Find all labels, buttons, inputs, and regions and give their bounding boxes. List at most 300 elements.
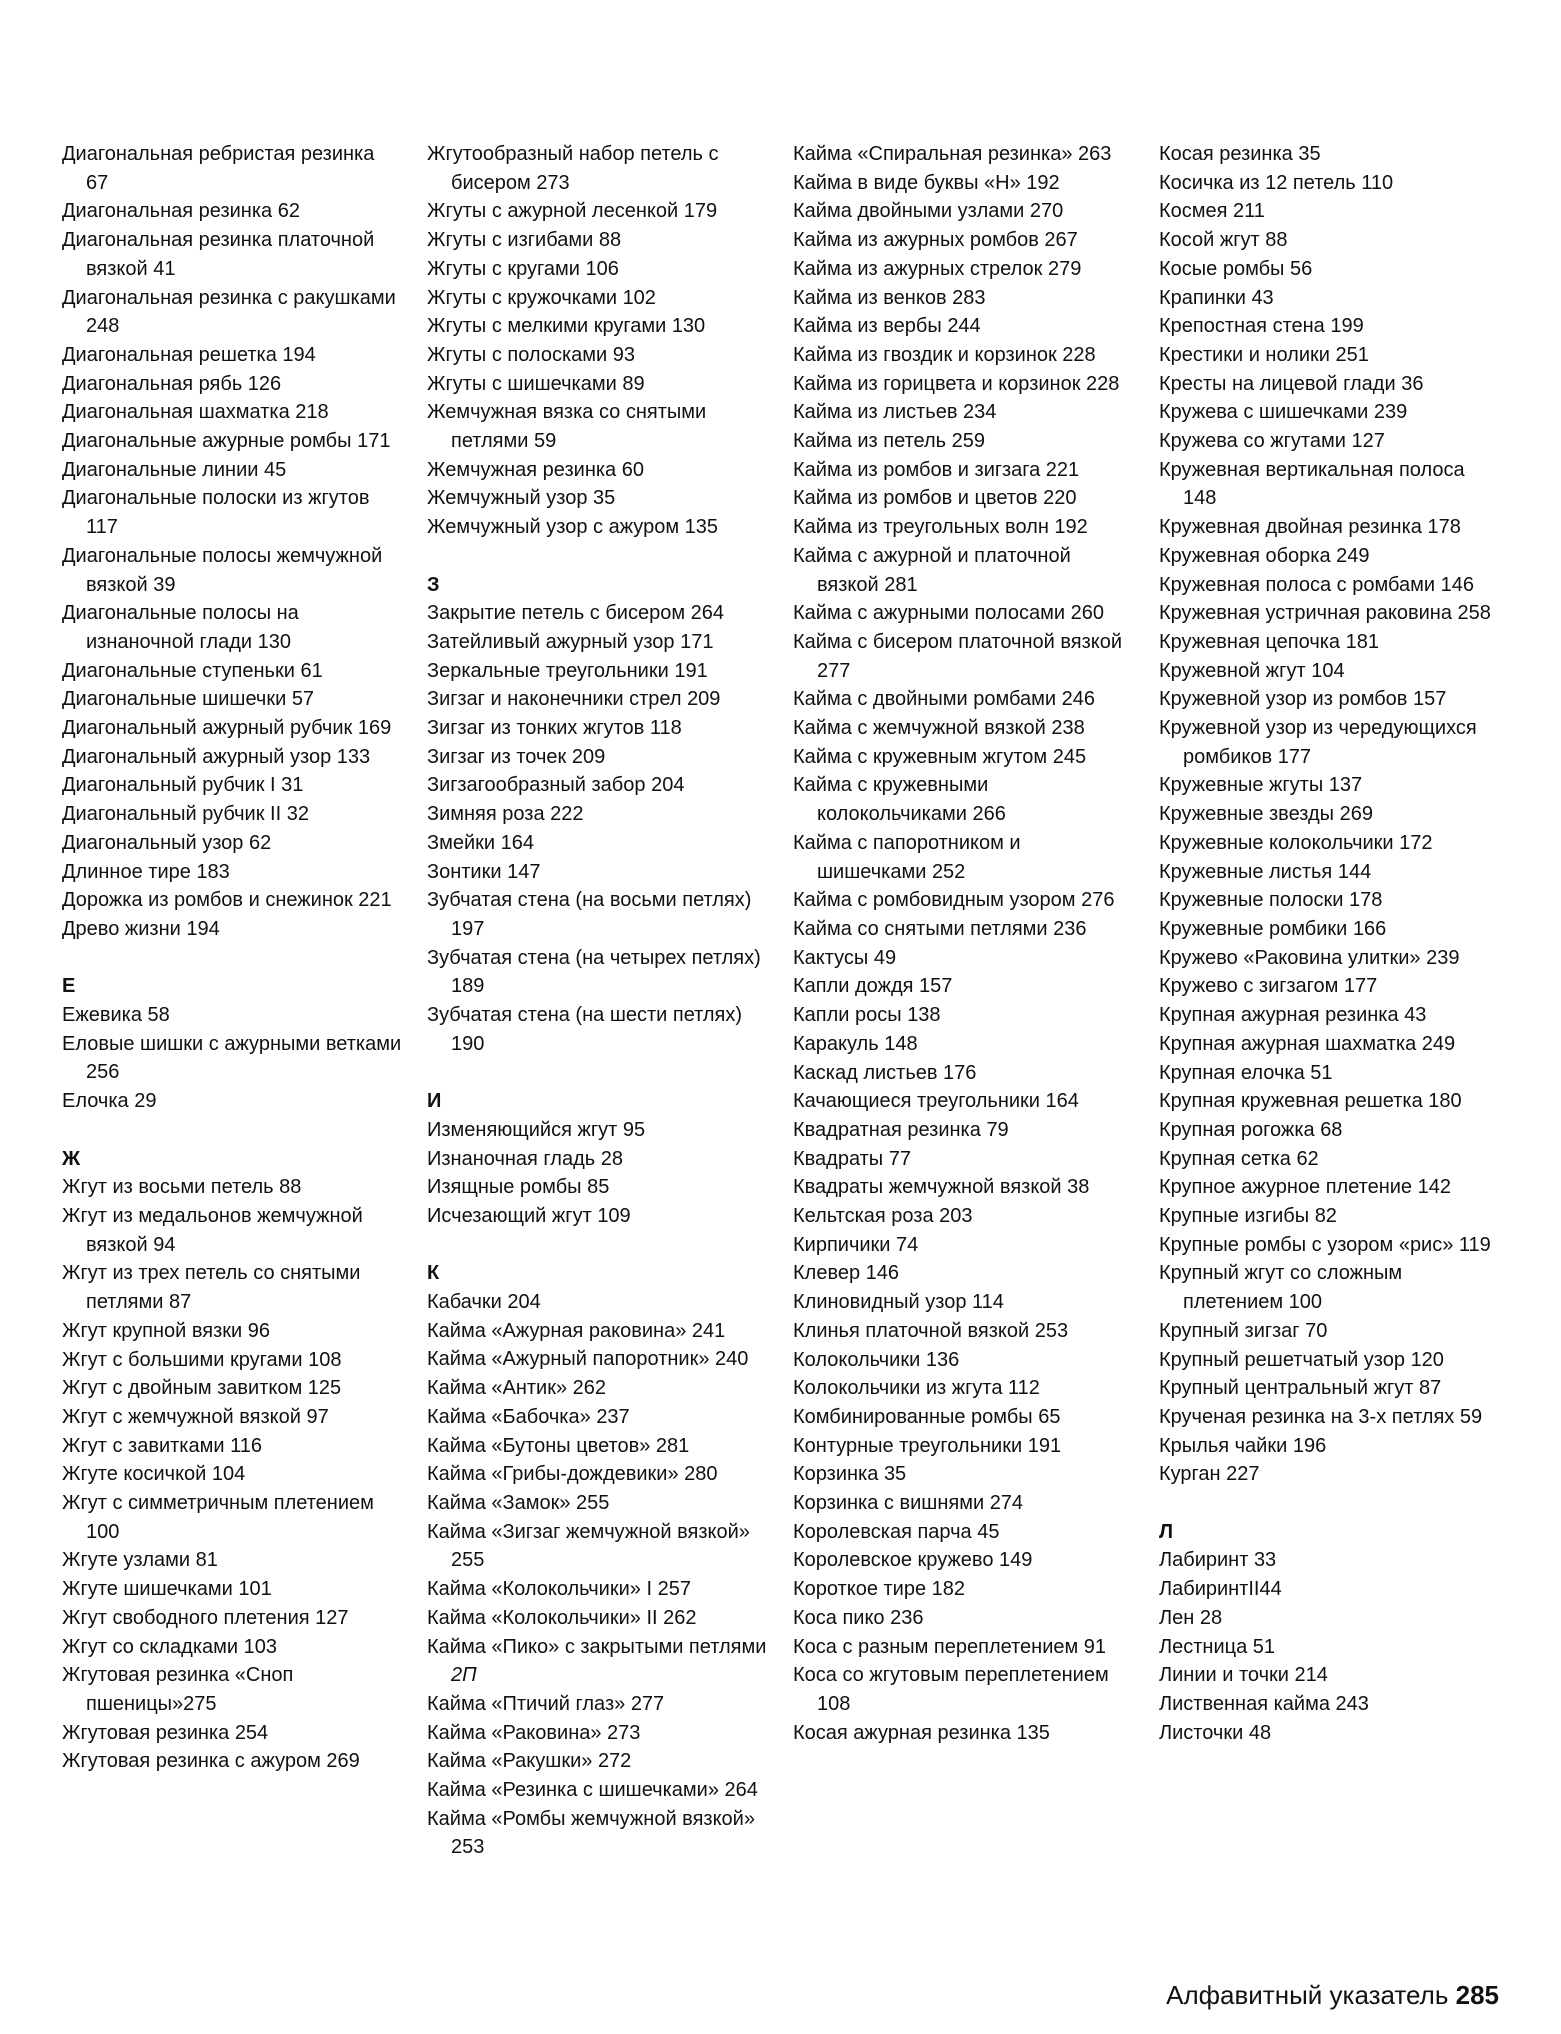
entry-title: Зубчатая стена (на четырех петлях) — [427, 946, 761, 969]
entry-title: Крупная сетка — [1159, 1147, 1291, 1170]
entry-page-number: 211 — [1233, 200, 1265, 223]
entry-page-number: 220 — [1043, 487, 1077, 510]
index-entry — [427, 1001, 767, 1058]
entry-title: Крылья чайки — [1159, 1434, 1288, 1457]
entry-page-number: 281 — [655, 1434, 690, 1457]
entry-title: Жгуты с кружочками — [427, 286, 617, 309]
entry-page-number: 32 — [286, 803, 309, 826]
entry-page-number: 51 — [1252, 1635, 1276, 1658]
entry-title: Жгут с симметричным плетением — [62, 1492, 374, 1515]
index-entry — [1159, 972, 1499, 1001]
entry-page-number: 277 — [817, 659, 851, 682]
index-entry — [62, 140, 402, 197]
entry-title: Жгут с большими кругами — [62, 1348, 303, 1371]
index-entry — [1159, 1030, 1499, 1059]
entry-page-number: 88 — [1265, 229, 1288, 252]
entry-page-number: 43 — [1251, 286, 1274, 309]
entry-title: Кайма «Пико» с закрытыми петлями — [427, 1635, 767, 1658]
entry-page-number: 114 — [972, 1291, 1004, 1314]
entry-title: Изнаночная гладь — [427, 1147, 596, 1170]
entry-title: Диагональные линии — [62, 458, 259, 481]
index-entry — [62, 1661, 402, 1718]
index-entry — [427, 456, 767, 485]
entry-page-number: 239 — [1373, 401, 1408, 424]
index-entry — [62, 1489, 402, 1546]
entry-page-number: 280 — [684, 1463, 718, 1486]
entry-title: Елочка — [62, 1090, 129, 1113]
entry-page-number: 218 — [295, 401, 329, 424]
index-entry — [427, 771, 767, 800]
entry-title: Жемчужный узор с ажуром — [427, 516, 680, 539]
entry-title: Жгут свободного плетения — [62, 1606, 310, 1629]
entry-title: Кресты на лицевой глади — [1159, 372, 1396, 395]
entry-page-number: 270 — [1029, 200, 1064, 223]
entry-page-number: 251 — [1335, 343, 1369, 366]
entry-title: Жгутовая резинка «Сноп пшеницы» — [62, 1664, 294, 1715]
entry-title: Зонтики — [427, 860, 502, 883]
entry-page-number: 88 — [598, 229, 622, 252]
section-letter: К — [427, 1262, 440, 1285]
entry-title: Квадраты жемчужной вязкой — [793, 1176, 1062, 1199]
entry-title: Диагональные ажурные ромбы — [62, 430, 352, 453]
entry-page-number: 239 — [1426, 946, 1460, 969]
entry-title: Диагональный узор — [62, 831, 244, 854]
index-entry — [1159, 1432, 1499, 1461]
index-entry — [793, 771, 1133, 828]
entry-title: Диагональные полоски из жгутов — [62, 487, 370, 510]
index-entry — [1159, 1087, 1499, 1116]
index-entry — [793, 1403, 1133, 1432]
entry-page-number: 48 — [1248, 1721, 1272, 1744]
index-entry — [62, 1317, 402, 1346]
index-entry — [1159, 1202, 1499, 1231]
entry-page-number: 119 — [1458, 1233, 1491, 1256]
index-entry — [62, 915, 402, 944]
entry-title: Крученая резинка на 3-х петлях — [1159, 1405, 1455, 1428]
index-entry — [1159, 1604, 1499, 1633]
index-entry — [1159, 1546, 1499, 1575]
entry-title: Крестики и нолики — [1159, 343, 1330, 366]
entry-page-number: 82 — [1314, 1205, 1337, 1228]
entry-page-number: 45 — [263, 458, 287, 481]
entry-page-number: 39 — [153, 573, 176, 596]
index-entry — [1159, 1575, 1499, 1604]
entry-page-number: 36 — [1401, 372, 1424, 395]
index-entry — [427, 226, 767, 255]
index-entry — [62, 1432, 402, 1461]
index-entry — [62, 284, 402, 341]
entry-title: Кайма из петель — [793, 430, 947, 453]
entry-page-number: 238 — [1051, 717, 1085, 740]
entry-title: Зеркальные треугольники — [427, 659, 669, 682]
entry-title: Жгуты с мелкими кругами — [427, 315, 667, 338]
index-entry — [1159, 944, 1499, 973]
index-entry — [1159, 513, 1499, 542]
entry-title: Крупный центральный жгут — [1159, 1377, 1414, 1400]
entry-title: Кружевная вертикальная полоса — [1159, 458, 1465, 481]
entry-title: Крупный зигзаг — [1159, 1319, 1300, 1342]
entry-title: Качающиеся треугольники — [793, 1090, 1040, 1113]
entry-page-number: 262 — [572, 1377, 607, 1400]
entry-page-number: 67 — [86, 171, 109, 194]
index-entry — [1159, 1661, 1499, 1690]
entry-page-number: 28 — [1199, 1606, 1223, 1629]
entry-title: Клинья платочной вязкой — [793, 1319, 1030, 1342]
index-entry — [62, 484, 402, 541]
entry-page-number: 100 — [1288, 1291, 1323, 1314]
index-entry — [427, 1460, 767, 1489]
index-entry — [427, 657, 767, 686]
entry-title: Линии и точки — [1159, 1664, 1289, 1687]
entry-page-number: 264 — [724, 1779, 758, 1802]
index-entry — [1159, 599, 1499, 628]
entry-title: Кайма «Замок» — [427, 1492, 571, 1514]
index-entry — [427, 1719, 767, 1748]
entry-page-number: 260 — [1070, 602, 1104, 625]
index-entry — [1159, 1460, 1499, 1489]
index-entry — [793, 1202, 1133, 1231]
index-entry — [793, 456, 1133, 485]
entry-page-number: 109 — [597, 1204, 631, 1227]
entry-page-number: 253 — [1034, 1319, 1069, 1342]
entry-title: Крупные ромбы с узором «рис» — [1159, 1233, 1454, 1256]
entry-page-number: 177 — [1277, 745, 1312, 768]
entry-title: Ежевика — [62, 1004, 142, 1027]
entry-title: Кайма с бисером платочной вязкой — [793, 630, 1123, 653]
index-entry — [427, 858, 767, 887]
entry-title: Кружево с зигзагом — [1159, 975, 1339, 998]
index-entry — [793, 1432, 1133, 1461]
entry-page-number: 194 — [186, 917, 220, 940]
entry-page-number: 62 — [277, 200, 300, 223]
index-entry — [793, 1087, 1133, 1116]
index-entry — [793, 255, 1133, 284]
entry-title: Изящные ромбы — [427, 1176, 582, 1199]
index-entry — [427, 513, 767, 542]
index-entry — [427, 484, 767, 513]
entry-title: Жгут с двойным завитком — [62, 1377, 303, 1400]
entry-title: Кайма из горицвета и корзинок — [793, 372, 1081, 395]
index-entry — [427, 341, 767, 370]
entry-page-number: 171 — [357, 430, 391, 453]
index-entry — [1159, 398, 1499, 427]
entry-page-number: 62 — [1296, 1147, 1319, 1170]
index-entry — [427, 1403, 767, 1432]
entry-page-number: 108 — [817, 1692, 851, 1715]
entry-page-number: 192 — [1026, 171, 1060, 194]
entry-page-number: 164 — [500, 831, 534, 854]
entry-title: Жгут из медальонов жемчужной вязкой — [62, 1204, 363, 1256]
entry-title: Зубчатая стена (на шести петлях) — [427, 1004, 743, 1027]
index-entry — [793, 714, 1133, 743]
entry-page-number: 228 — [1086, 372, 1120, 395]
index-entry — [1159, 1259, 1499, 1316]
entry-page-number: 249 — [1421, 1032, 1456, 1055]
entry-title: Диагональная резинка платочной вязкой — [62, 229, 375, 280]
index-entry — [62, 858, 402, 887]
entry-page-number: 35 — [593, 487, 616, 510]
index-entry — [1159, 829, 1499, 858]
index-entry — [1159, 886, 1499, 915]
entry-title: Диагональная шахматка — [62, 401, 290, 424]
entry-page-number: 74 — [896, 1233, 919, 1256]
entry-page-number: 135 — [1016, 1721, 1050, 1744]
index-entry — [1159, 1059, 1499, 1088]
index-entry — [1159, 1116, 1499, 1145]
entry-title: Крупная ажурная шахматка — [1159, 1032, 1417, 1055]
entry-title: Квадратная резинка — [793, 1118, 981, 1141]
entry-page-number: 241 — [691, 1319, 726, 1342]
index-entry — [1159, 628, 1499, 657]
index-entry — [793, 599, 1133, 628]
index-entry — [427, 370, 767, 399]
entry-page-number: 221 — [1045, 458, 1080, 481]
entry-page-number: 157 — [919, 975, 953, 998]
entry-page-number: 101 — [238, 1578, 272, 1601]
index-entry — [1159, 714, 1499, 771]
index-entry — [793, 398, 1133, 427]
entry-title: Жгуте шишечками — [62, 1578, 233, 1601]
index-entry — [62, 1030, 402, 1087]
index-entry — [427, 197, 767, 226]
index-entry — [1159, 542, 1499, 571]
entry-title: Кайма с кружевными колокольчиками — [793, 774, 989, 826]
entry-page-number: 38 — [1067, 1176, 1090, 1199]
index-entry — [1159, 1145, 1499, 1174]
index-entry — [1159, 1173, 1499, 1202]
entry-page-number: 35 — [883, 1463, 907, 1486]
index-entry — [793, 1489, 1133, 1518]
section-letter: Ж — [62, 1147, 81, 1170]
entry-title: Крупное ажурное плетение — [1159, 1176, 1413, 1199]
index-entry — [1159, 1690, 1499, 1719]
entry-page-number: 178 — [1349, 889, 1383, 912]
entry-title: Диагональный рубчик II — [62, 803, 282, 826]
index-entry — [793, 829, 1133, 886]
entry-title: Жгут из трех петель со снятыми петлями — [62, 1262, 361, 1314]
entry-title: Кирпичики — [793, 1233, 891, 1256]
entry-title: Диагональные шишечки — [62, 688, 287, 711]
entry-page-number: 275 — [183, 1692, 217, 1715]
entry-title: Кабачки — [427, 1291, 502, 1314]
entry-page-number: 255 — [451, 1549, 485, 1572]
entry-title: Диагональная решетка — [62, 343, 277, 366]
index-entry — [1159, 858, 1499, 887]
entry-title: Диагональная ребристая резинка — [62, 143, 375, 165]
entry-title: Королевская парча — [793, 1520, 972, 1543]
index-entry — [793, 312, 1133, 341]
entry-title: Кайма из ажурных стрелок — [793, 257, 1043, 280]
entry-page-number: 91 — [1083, 1635, 1107, 1658]
index-entry — [427, 1805, 767, 1862]
index-entry — [62, 370, 402, 399]
entry-title: Капли дождя — [793, 975, 914, 998]
entry-page-number: 94 — [153, 1233, 176, 1256]
index-entry — [427, 685, 767, 714]
index-entry — [793, 944, 1133, 973]
entry-title: Жгуте косичкой — [62, 1463, 207, 1486]
entry-title: Диагональные ступеньки — [62, 659, 295, 682]
entry-title: Коса со жгутовым переплетением — [793, 1664, 1109, 1687]
entry-title: Кружевные листья — [1159, 860, 1333, 883]
entry-page-number: 49 — [873, 946, 897, 969]
entry-page-number: 135 — [684, 516, 719, 539]
index-entry — [427, 743, 767, 772]
entry-title: Диагональный рубчик I — [62, 774, 276, 797]
index-entry — [62, 1374, 402, 1403]
entry-title: Лен — [1159, 1606, 1195, 1629]
entry-title: Косая резинка — [1159, 143, 1293, 165]
entry-title: Листочки — [1159, 1721, 1244, 1744]
entry-title: Крупный жгут со сложным плетением — [1159, 1262, 1403, 1314]
entry-page-number: 228 — [1062, 343, 1096, 366]
entry-page-number: 130 — [671, 315, 706, 338]
section-letter: З — [427, 573, 440, 596]
entry-page-number: 255 — [576, 1492, 610, 1514]
entry-title: Кружевная оборка — [1159, 544, 1331, 567]
entry-page-number: 180 — [1428, 1090, 1462, 1113]
entry-page-number: 257 — [657, 1578, 691, 1601]
entry-page-number: 127 — [315, 1606, 349, 1629]
entry-page-number: 183 — [196, 860, 230, 883]
index-entry — [62, 226, 402, 283]
entry-page-number: 2П — [451, 1664, 477, 1687]
entry-page-number: 127 — [1351, 430, 1385, 453]
index-entry — [793, 513, 1133, 542]
entry-page-number: 29 — [134, 1090, 157, 1113]
index-entry — [1159, 140, 1499, 169]
page-footer — [1166, 1980, 1499, 2011]
entry-page-number: 104 — [211, 1463, 246, 1486]
index-entry — [62, 657, 402, 686]
index-entry — [793, 1546, 1133, 1575]
entry-page-number: 81 — [195, 1549, 218, 1572]
entry-title: Крупный решетчатый узор — [1159, 1348, 1405, 1371]
entry-page-number: 222 — [550, 803, 584, 826]
entry-title: Кайма с ажурной и платочной вязкой — [793, 544, 1071, 596]
entry-title: Квадраты — [793, 1147, 884, 1170]
entry-page-number: 125 — [307, 1377, 342, 1400]
entry-page-number: II44 — [1248, 1578, 1282, 1601]
index-entry — [793, 1460, 1133, 1489]
index-entry — [427, 1202, 767, 1231]
entry-page-number: 277 — [630, 1692, 665, 1715]
index-entry — [1159, 197, 1499, 226]
entry-page-number: 279 — [1047, 257, 1082, 280]
entry-page-number: 196 — [1292, 1434, 1327, 1457]
entry-title: Еловые шишки с ажурными ветками — [62, 1032, 402, 1055]
index-entry — [62, 685, 402, 714]
entry-page-number: 59 — [1459, 1405, 1483, 1428]
index-entry — [62, 1460, 402, 1489]
entry-title: Жгуты с шишечками — [427, 372, 617, 395]
index-entry — [1159, 1346, 1499, 1375]
entry-page-number: 214 — [1294, 1664, 1328, 1687]
entry-page-number: 245 — [1052, 745, 1087, 768]
entry-page-number: 120 — [1410, 1348, 1444, 1371]
index-entry — [62, 829, 402, 858]
entry-title: Кайма со снятыми петлями — [793, 917, 1048, 940]
entry-page-number: 61 — [300, 659, 323, 682]
entry-title: Закрытие петель с бисером — [427, 602, 686, 625]
index-entry — [427, 398, 767, 455]
entry-page-number: 191 — [1027, 1434, 1062, 1457]
index-entry — [427, 1518, 767, 1575]
index-entry — [427, 800, 767, 829]
index-entry — [427, 1173, 767, 1202]
entry-title: Кружевной узор из ромбов — [1159, 688, 1408, 711]
entry-page-number: 146 — [1440, 573, 1474, 596]
index-entry — [793, 1259, 1133, 1288]
entry-page-number: 272 — [597, 1750, 632, 1773]
index-entry — [427, 628, 767, 657]
entry-page-number: 164 — [1045, 1090, 1079, 1113]
index-entry — [62, 427, 402, 456]
entry-page-number: 112 — [1008, 1377, 1040, 1400]
entry-page-number: 234 — [963, 401, 997, 424]
index-entry — [793, 1575, 1133, 1604]
index-entry — [793, 341, 1133, 370]
index-entry — [1159, 771, 1499, 800]
index-entry — [427, 1432, 767, 1461]
entry-page-number: 70 — [1305, 1319, 1328, 1342]
index-entry — [427, 1747, 767, 1776]
entry-page-number: 65 — [1038, 1405, 1061, 1428]
entry-page-number: 59 — [534, 430, 557, 453]
entry-title: Клевер — [793, 1262, 861, 1285]
entry-title: Кайма с ромбовидным узором — [793, 889, 1076, 912]
section-letter: Л — [1159, 1520, 1174, 1543]
entry-page-number: 283 — [952, 286, 986, 309]
entry-page-number: 147 — [507, 860, 541, 883]
entry-title: Косая ажурная резинка — [793, 1721, 1011, 1744]
entry-page-number: 104 — [1311, 659, 1345, 682]
entry-page-number: 108 — [308, 1348, 342, 1371]
index-entry — [793, 370, 1133, 399]
entry-page-number: 97 — [306, 1405, 329, 1428]
entry-page-number: 89 — [622, 372, 645, 395]
entry-title: Кайма с папоротником и шишечками — [793, 831, 1021, 883]
entry-page-number: 58 — [147, 1004, 170, 1027]
entry-page-number: 133 — [336, 745, 371, 768]
entry-page-number: 264 — [690, 602, 725, 625]
entry-page-number: 31 — [281, 774, 304, 797]
entry-page-number: 100 — [86, 1520, 120, 1543]
entry-title: Зигзаг из точек — [427, 745, 567, 768]
index-entry — [427, 1317, 767, 1346]
entry-title: Капли росы — [793, 1004, 902, 1027]
index-entry — [793, 1317, 1133, 1346]
index-entry — [427, 829, 767, 858]
entry-title: Жгуты с полосками — [427, 343, 608, 366]
index-entry — [793, 886, 1133, 915]
entry-page-number: 79 — [986, 1118, 1009, 1141]
index-entry — [62, 542, 402, 599]
entry-page-number: 259 — [951, 430, 985, 453]
index-entry — [793, 685, 1133, 714]
entry-page-number: 258 — [1457, 602, 1491, 625]
index-entry — [793, 915, 1133, 944]
entry-page-number: 148 — [1183, 487, 1217, 510]
entry-title: Лестница — [1159, 1635, 1248, 1658]
entry-title: Крупные изгибы — [1159, 1205, 1310, 1228]
entry-title: Жгуты с ажурной лесенкой — [427, 200, 679, 223]
entry-title: Змейки — [427, 831, 496, 854]
index-entry — [62, 1202, 402, 1259]
entry-page-number: 281 — [884, 573, 918, 596]
entry-page-number: 244 — [947, 315, 981, 338]
entry-title: Зигзаг из тонких жгутов — [427, 717, 645, 740]
